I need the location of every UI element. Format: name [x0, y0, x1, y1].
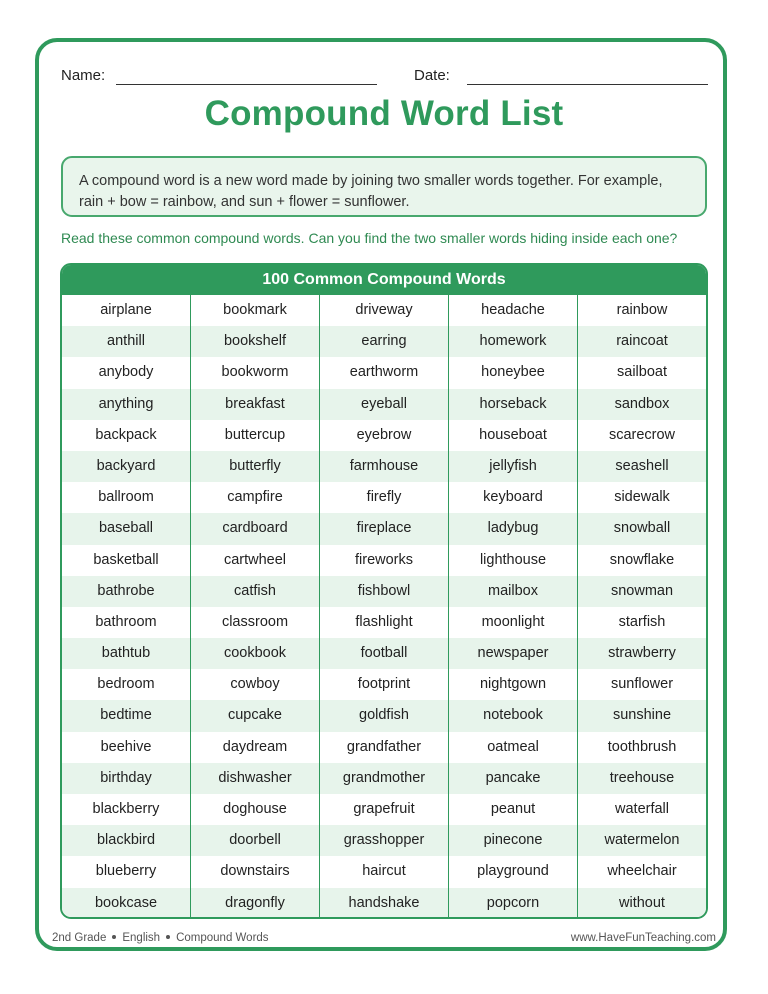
name-line[interactable] [116, 84, 377, 85]
footer-website[interactable]: www.HaveFunTeaching.com [570, 932, 716, 944]
word-cell: fishbowl [320, 576, 448, 607]
word-cell: grasshopper [320, 825, 448, 856]
word-cell: treehouse [578, 763, 706, 794]
word-cell: toothbrush [607, 738, 677, 755]
word-cell: anything [62, 389, 190, 420]
word-cell: sandbox [578, 389, 706, 420]
word-column [449, 295, 578, 919]
word-cell: handshake [320, 888, 448, 919]
word-cell: mailbox [449, 576, 577, 607]
word-cell: jellyfish [449, 451, 577, 482]
word-cell: blackbird [62, 825, 190, 856]
name-label: Name: [61, 67, 106, 84]
word-cell: campfire [227, 489, 283, 506]
word-cell: earthworm [349, 364, 419, 381]
word-cell: snowflake [609, 551, 675, 568]
word-cell: anthill [62, 326, 190, 357]
word-cell: rainbow [616, 302, 668, 318]
word-cell: snowball [578, 513, 706, 544]
word-cell: sailboat [617, 364, 667, 381]
date-field[interactable] [414, 67, 714, 89]
word-cell: newspaper [449, 638, 577, 669]
word-cell: wheelchair [607, 863, 677, 880]
word-cell: goldfish [320, 700, 448, 731]
word-cell: backyard [62, 451, 190, 482]
word-cell: starfish [618, 613, 666, 630]
word-cell: waterfall [615, 801, 669, 817]
word-cell: strawberry [578, 638, 706, 669]
word-cell: bookmark [223, 302, 287, 318]
word-cell: fireworks [354, 551, 413, 568]
word-cell: houseboat [479, 426, 547, 443]
word-column [62, 295, 191, 919]
word-cell: horseback [449, 389, 577, 420]
word-cell: notebook [449, 700, 577, 731]
word-cell: doghouse [223, 801, 287, 817]
word-cell: beehive [100, 738, 152, 755]
word-cell: moonlight [481, 613, 545, 630]
word-cell: raincoat [578, 326, 706, 357]
word-cell: peanut [490, 801, 536, 817]
word-cell: without [578, 888, 706, 919]
bullet-icon [112, 935, 116, 939]
footer-grade: 2nd Grade [52, 932, 107, 944]
word-column [578, 295, 706, 919]
bullet-icon [166, 935, 170, 939]
word-cell: doorbell [191, 825, 319, 856]
date-line[interactable] [467, 84, 708, 85]
word-cell: dishwasher [191, 763, 319, 794]
word-cell: anybody [98, 364, 154, 381]
word-cell: blueberry [95, 863, 157, 880]
word-cell: classroom [221, 613, 289, 630]
word-cell: ladybug [449, 513, 577, 544]
word-cell: eyeball [320, 389, 448, 420]
word-cell: bathrobe [62, 576, 190, 607]
word-cell: lighthouse [479, 551, 547, 568]
word-cell: driveway [355, 302, 413, 318]
word-cell: fireplace [320, 513, 448, 544]
word-cell: oatmeal [487, 738, 539, 755]
word-cell: ballroom [98, 489, 154, 506]
word-cell: bedtime [62, 700, 190, 731]
word-cell: snowman [578, 576, 706, 607]
word-cell: footprint [357, 676, 411, 693]
word-cell: daydream [222, 738, 288, 755]
prompt-text: Read these common compound words. Can you find the two smaller words hiding inside each one? [61, 230, 678, 246]
word-cell: farmhouse [320, 451, 448, 482]
word-cell: headache [481, 302, 545, 318]
date-label: Date: [414, 67, 450, 84]
word-cell: nightgown [479, 676, 547, 693]
word-cell: pinecone [449, 825, 577, 856]
word-cell: breakfast [191, 389, 319, 420]
word-table [60, 263, 708, 919]
intro-text: A compound word is a new word made by joining two smaller words together. For example, rain + bow = rainbow, and sun + flower = sunflower. [79, 173, 663, 210]
intro-box [61, 156, 707, 217]
word-cell: blackberry [92, 801, 160, 817]
word-cell: sidewalk [614, 489, 670, 506]
word-cell: popcorn [449, 888, 577, 919]
word-cell: pancake [449, 763, 577, 794]
word-cell: bookcase [62, 888, 190, 919]
page-title: Compound Word List [204, 94, 564, 133]
footer-tags [52, 932, 269, 944]
word-cell: watermelon [578, 825, 706, 856]
word-grid [62, 295, 706, 919]
word-cell: earring [320, 326, 448, 357]
word-cell: honeybee [481, 364, 545, 381]
table-heading: 100 Common Compound Words [62, 265, 706, 295]
word-column [320, 295, 449, 919]
footer-topic: Compound Words [176, 932, 269, 944]
word-cell: birthday [62, 763, 190, 794]
word-cell: baseball [62, 513, 190, 544]
word-cell: catfish [191, 576, 319, 607]
word-cell: football [320, 638, 448, 669]
word-cell: bookworm [221, 364, 289, 381]
word-cell: backpack [95, 426, 157, 443]
word-cell: airplane [100, 302, 152, 318]
word-cell: scarecrow [608, 426, 676, 443]
word-cell: homework [449, 326, 577, 357]
word-cell: grandfather [346, 738, 422, 755]
word-cell: downstairs [220, 863, 290, 880]
word-cell: cupcake [191, 700, 319, 731]
word-cell: eyebrow [356, 426, 412, 443]
word-cell: butterfly [191, 451, 319, 482]
word-cell: cartwheel [223, 551, 287, 568]
word-cell: playground [477, 863, 549, 880]
word-cell: grapefruit [353, 801, 415, 817]
word-cell: basketball [93, 551, 159, 568]
word-cell: seashell [578, 451, 706, 482]
footer-subject: English [122, 932, 161, 944]
word-cell: bedroom [97, 676, 155, 693]
word-cell: cowboy [230, 676, 280, 693]
word-cell: grandmother [320, 763, 448, 794]
word-cell: bathtub [62, 638, 190, 669]
word-cell: flashlight [355, 613, 413, 630]
word-cell: sunshine [578, 700, 706, 731]
word-cell: cardboard [191, 513, 319, 544]
word-cell: cookbook [191, 638, 319, 669]
word-cell: keyboard [483, 489, 543, 506]
word-cell: haircut [362, 863, 406, 880]
word-column [191, 295, 320, 919]
word-cell: bathroom [95, 613, 157, 630]
word-cell: buttercup [224, 426, 286, 443]
word-cell: dragonfly [191, 888, 319, 919]
name-field[interactable] [61, 67, 381, 89]
word-cell: sunflower [610, 676, 674, 693]
word-cell: bookshelf [191, 326, 319, 357]
word-cell: firefly [366, 489, 402, 506]
